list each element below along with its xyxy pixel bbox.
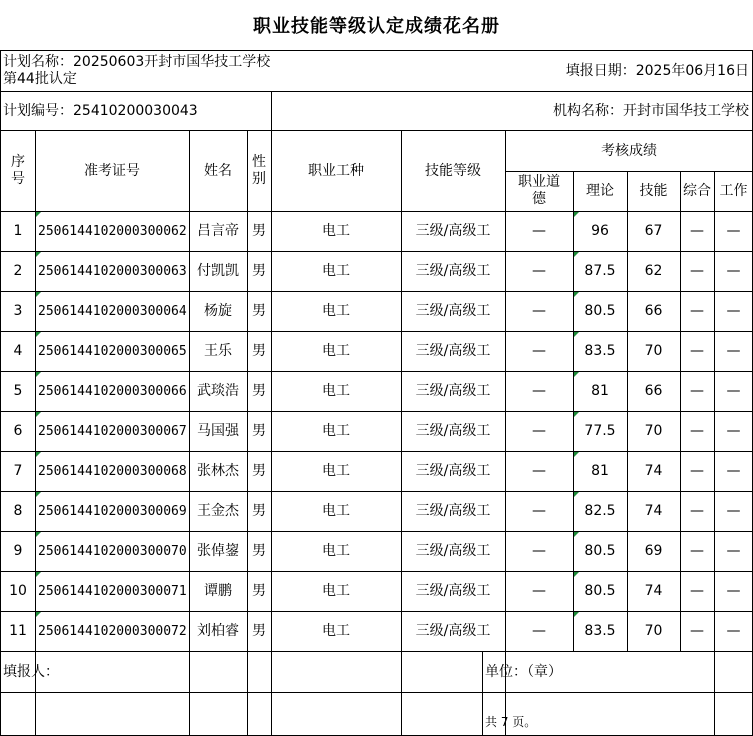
- grid-line: [401, 130, 402, 736]
- cell-seq: 1: [13, 222, 23, 239]
- comment-marker-icon: [36, 212, 41, 217]
- grid-line: [189, 130, 190, 736]
- cell-ticket: 2506144102000300068: [38, 463, 187, 479]
- cell-seq: 7: [13, 462, 23, 479]
- grid-line: [0, 411, 753, 412]
- grid-line: [0, 651, 753, 652]
- comment-marker-icon: [574, 412, 579, 417]
- cell-level: 三级/高级工: [415, 462, 491, 479]
- cell-overall: —: [690, 342, 704, 359]
- cell-skill: 69: [644, 542, 663, 559]
- cell-seq: 9: [13, 542, 23, 559]
- comment-marker-icon: [36, 612, 41, 617]
- comment-marker-icon: [36, 492, 41, 497]
- grid-line: [0, 531, 753, 532]
- cell-theory: 83.5: [584, 622, 616, 639]
- grid-line: [482, 652, 483, 736]
- cell-skill: 70: [644, 622, 663, 639]
- cell-occupation: 电工: [322, 342, 350, 359]
- cell-occupation: 电工: [322, 262, 350, 279]
- cell-seq: 6: [13, 422, 23, 439]
- grid-line: [505, 171, 753, 172]
- cell-ticket: 2506144102000300069: [38, 503, 187, 519]
- cell-name: 张倬鋆: [197, 542, 239, 559]
- grid-line: [0, 50, 753, 51]
- cell-gender: 男: [252, 462, 266, 479]
- cell-overall: —: [690, 222, 704, 239]
- cell-ticket: 2506144102000300067: [38, 423, 187, 439]
- cell-work: —: [726, 342, 741, 359]
- grid-line: [0, 91, 753, 92]
- cell-theory: 83.5: [584, 342, 616, 359]
- comment-marker-icon: [574, 212, 579, 217]
- grid-line: [271, 130, 272, 736]
- cell-gender: 男: [252, 302, 266, 319]
- cell-ethics: —: [532, 222, 546, 239]
- grid-line: [680, 171, 681, 652]
- header-scores-group: 考核成绩: [601, 142, 657, 159]
- grid-line: [0, 331, 753, 332]
- comment-marker-icon: [574, 332, 579, 337]
- comment-marker-icon: [574, 292, 579, 297]
- comment-marker-icon: [574, 492, 579, 497]
- cell-gender: 男: [252, 542, 266, 559]
- grid-line: [0, 611, 753, 612]
- plan-name: 计划名称：20250603开封市国华技工学校第44批认定: [3, 54, 271, 87]
- cell-name: 刘柏睿: [197, 622, 239, 639]
- header-work: 工作: [719, 182, 748, 199]
- cell-theory: 77.5: [584, 422, 616, 439]
- header-overall: 综合: [683, 182, 711, 199]
- cell-ticket: 2506144102000300071: [38, 583, 187, 599]
- cell-seq: 4: [13, 342, 23, 359]
- cell-level: 三级/高级工: [415, 382, 491, 399]
- cell-level: 三级/高级工: [415, 622, 491, 639]
- cell-seq: 8: [13, 502, 23, 519]
- cell-skill: 74: [644, 462, 663, 479]
- cell-theory: 96: [591, 222, 609, 239]
- grid-line: [627, 171, 628, 652]
- cell-occupation: 电工: [322, 222, 350, 239]
- cell-overall: —: [690, 622, 704, 639]
- cell-gender: 男: [252, 222, 266, 239]
- header-skill: 技能: [639, 182, 668, 199]
- header-level: 技能等级: [425, 162, 481, 179]
- cell-gender: 男: [252, 622, 266, 639]
- cell-theory: 87.5: [584, 262, 616, 279]
- cell-name: 王乐: [204, 342, 232, 359]
- cell-theory: 82.5: [584, 502, 616, 519]
- grid-line: [0, 130, 753, 131]
- cell-work: —: [726, 302, 741, 319]
- grid-line: [247, 130, 248, 736]
- cell-gender: 男: [252, 582, 266, 599]
- comment-marker-icon: [36, 572, 41, 577]
- header-theory: 理论: [586, 182, 614, 199]
- grid-line: [0, 211, 753, 212]
- grid-line: [0, 371, 753, 372]
- cell-overall: —: [690, 542, 704, 559]
- cell-ethics: —: [532, 262, 546, 279]
- cell-ethics: —: [532, 342, 546, 359]
- cell-gender: 男: [252, 422, 266, 439]
- comment-marker-icon: [36, 532, 41, 537]
- comment-marker-icon: [574, 372, 579, 377]
- cell-seq: 2: [13, 262, 23, 279]
- cell-theory: 81: [591, 382, 609, 399]
- grid-line: [0, 571, 753, 572]
- grid-line: [0, 50, 1, 736]
- unit-stamp-label: 单位：（章）: [485, 663, 562, 680]
- cell-ticket: 2506144102000300065: [38, 343, 187, 359]
- cell-ethics: —: [532, 582, 546, 599]
- cell-level: 三级/高级工: [415, 262, 491, 279]
- comment-marker-icon: [574, 572, 579, 577]
- page-title: 职业技能等级认定成绩花名册: [253, 16, 500, 37]
- cell-gender: 男: [252, 262, 266, 279]
- cell-skill: 67: [644, 222, 663, 239]
- cell-overall: —: [690, 382, 704, 399]
- cell-occupation: 电工: [322, 542, 350, 559]
- comment-marker-icon: [574, 612, 579, 617]
- cell-occupation: 电工: [322, 622, 350, 639]
- cell-skill: 74: [644, 502, 663, 519]
- header-name: 姓名: [204, 162, 232, 179]
- cell-ethics: —: [532, 542, 546, 559]
- grid-line: [0, 491, 753, 492]
- grid-line: [35, 130, 36, 736]
- cell-name: 杨旋: [204, 302, 232, 319]
- cell-theory: 80.5: [584, 582, 616, 599]
- cell-ticket: 2506144102000300066: [38, 383, 187, 399]
- cell-work: —: [726, 582, 741, 599]
- comment-marker-icon: [36, 412, 41, 417]
- cell-ticket: 2506144102000300063: [38, 263, 187, 279]
- cell-seq: 5: [13, 382, 23, 399]
- grid-line: [573, 171, 574, 652]
- header-ticket: 准考证号: [84, 162, 140, 179]
- cell-overall: —: [690, 462, 704, 479]
- cell-level: 三级/高级工: [415, 222, 491, 239]
- comment-marker-icon: [36, 452, 41, 457]
- cell-ticket: 2506144102000300064: [38, 303, 187, 319]
- comment-marker-icon: [574, 252, 579, 257]
- grid-line: [505, 130, 506, 736]
- cell-theory: 80.5: [584, 302, 616, 319]
- cell-occupation: 电工: [322, 302, 350, 319]
- cell-level: 三级/高级工: [415, 422, 491, 439]
- cell-level: 三级/高级工: [415, 582, 491, 599]
- cell-level: 三级/高级工: [415, 342, 491, 359]
- org-name: 机构名称：开封市国华技工学校: [553, 102, 749, 119]
- header-gender: 性别: [252, 154, 266, 187]
- cell-skill: 66: [644, 382, 663, 399]
- cell-work: —: [726, 622, 741, 639]
- cell-name: 谭鹏: [204, 582, 232, 599]
- cell-occupation: 电工: [322, 582, 350, 599]
- cell-ethics: —: [532, 382, 546, 399]
- cell-gender: 男: [252, 502, 266, 519]
- cell-work: —: [726, 462, 741, 479]
- cell-work: —: [726, 502, 741, 519]
- cell-skill: 70: [644, 422, 663, 439]
- cell-name: 武琰浩: [197, 382, 239, 399]
- grid-line: [0, 692, 753, 693]
- cell-level: 三级/高级工: [415, 502, 491, 519]
- grid-line: [271, 91, 272, 130]
- cell-name: 张林杰: [197, 462, 239, 479]
- comment-marker-icon: [36, 372, 41, 377]
- cell-seq: 10: [9, 582, 27, 599]
- cell-name: 马国强: [197, 422, 239, 439]
- cell-ticket: 2506144102000300070: [38, 543, 187, 559]
- cell-skill: 70: [644, 342, 663, 359]
- cell-name: 付凯凯: [197, 262, 239, 279]
- cell-work: —: [726, 422, 741, 439]
- comment-marker-icon: [574, 532, 579, 537]
- cell-skill: 62: [644, 262, 663, 279]
- cell-gender: 男: [252, 382, 266, 399]
- cell-name: 吕言帝: [197, 222, 239, 239]
- cell-theory: 80.5: [584, 542, 616, 559]
- header-ethics: 职业道德: [518, 174, 560, 207]
- cell-occupation: 电工: [322, 382, 350, 399]
- header-seq: 序号: [11, 154, 25, 187]
- cell-ticket: 2506144102000300062: [38, 223, 187, 239]
- cell-ethics: —: [532, 502, 546, 519]
- cell-theory: 81: [591, 462, 609, 479]
- cell-level: 三级/高级工: [415, 542, 491, 559]
- comment-marker-icon: [36, 292, 41, 297]
- filler-label: 填报人：: [3, 663, 59, 680]
- cell-occupation: 电工: [322, 502, 350, 519]
- cell-name: 王金杰: [197, 502, 239, 519]
- grid-line: [0, 251, 753, 252]
- grid-line: [0, 291, 753, 292]
- cell-skill: 66: [644, 302, 663, 319]
- cell-ethics: —: [532, 462, 546, 479]
- header-occupation: 职业工种: [308, 162, 364, 179]
- cell-overall: —: [690, 422, 704, 439]
- cell-overall: —: [690, 302, 704, 319]
- plan-number: 计划编号：25410200030043: [3, 102, 198, 119]
- cell-ethics: —: [532, 302, 546, 319]
- comment-marker-icon: [36, 332, 41, 337]
- cell-overall: —: [690, 582, 704, 599]
- cell-work: —: [726, 262, 741, 279]
- comment-marker-icon: [36, 252, 41, 257]
- cell-ethics: —: [532, 422, 546, 439]
- cell-work: —: [726, 222, 741, 239]
- cell-level: 三级/高级工: [415, 302, 491, 319]
- cell-occupation: 电工: [322, 462, 350, 479]
- cell-occupation: 电工: [322, 422, 350, 439]
- cell-seq: 3: [13, 302, 23, 319]
- cell-work: —: [726, 382, 741, 399]
- cell-ethics: —: [532, 622, 546, 639]
- comment-marker-icon: [574, 452, 579, 457]
- fill-date: 填报日期：2025年06月16日: [565, 62, 749, 79]
- page-count: 共 7 页。: [485, 714, 537, 729]
- grid-line: [0, 451, 753, 452]
- cell-overall: —: [690, 502, 704, 519]
- cell-skill: 74: [644, 582, 663, 599]
- cell-overall: —: [690, 262, 704, 279]
- cell-seq: 11: [9, 622, 27, 639]
- cell-work: —: [726, 542, 741, 559]
- cell-ticket: 2506144102000300072: [38, 623, 187, 639]
- cell-gender: 男: [252, 342, 266, 359]
- grid-line: [714, 171, 715, 736]
